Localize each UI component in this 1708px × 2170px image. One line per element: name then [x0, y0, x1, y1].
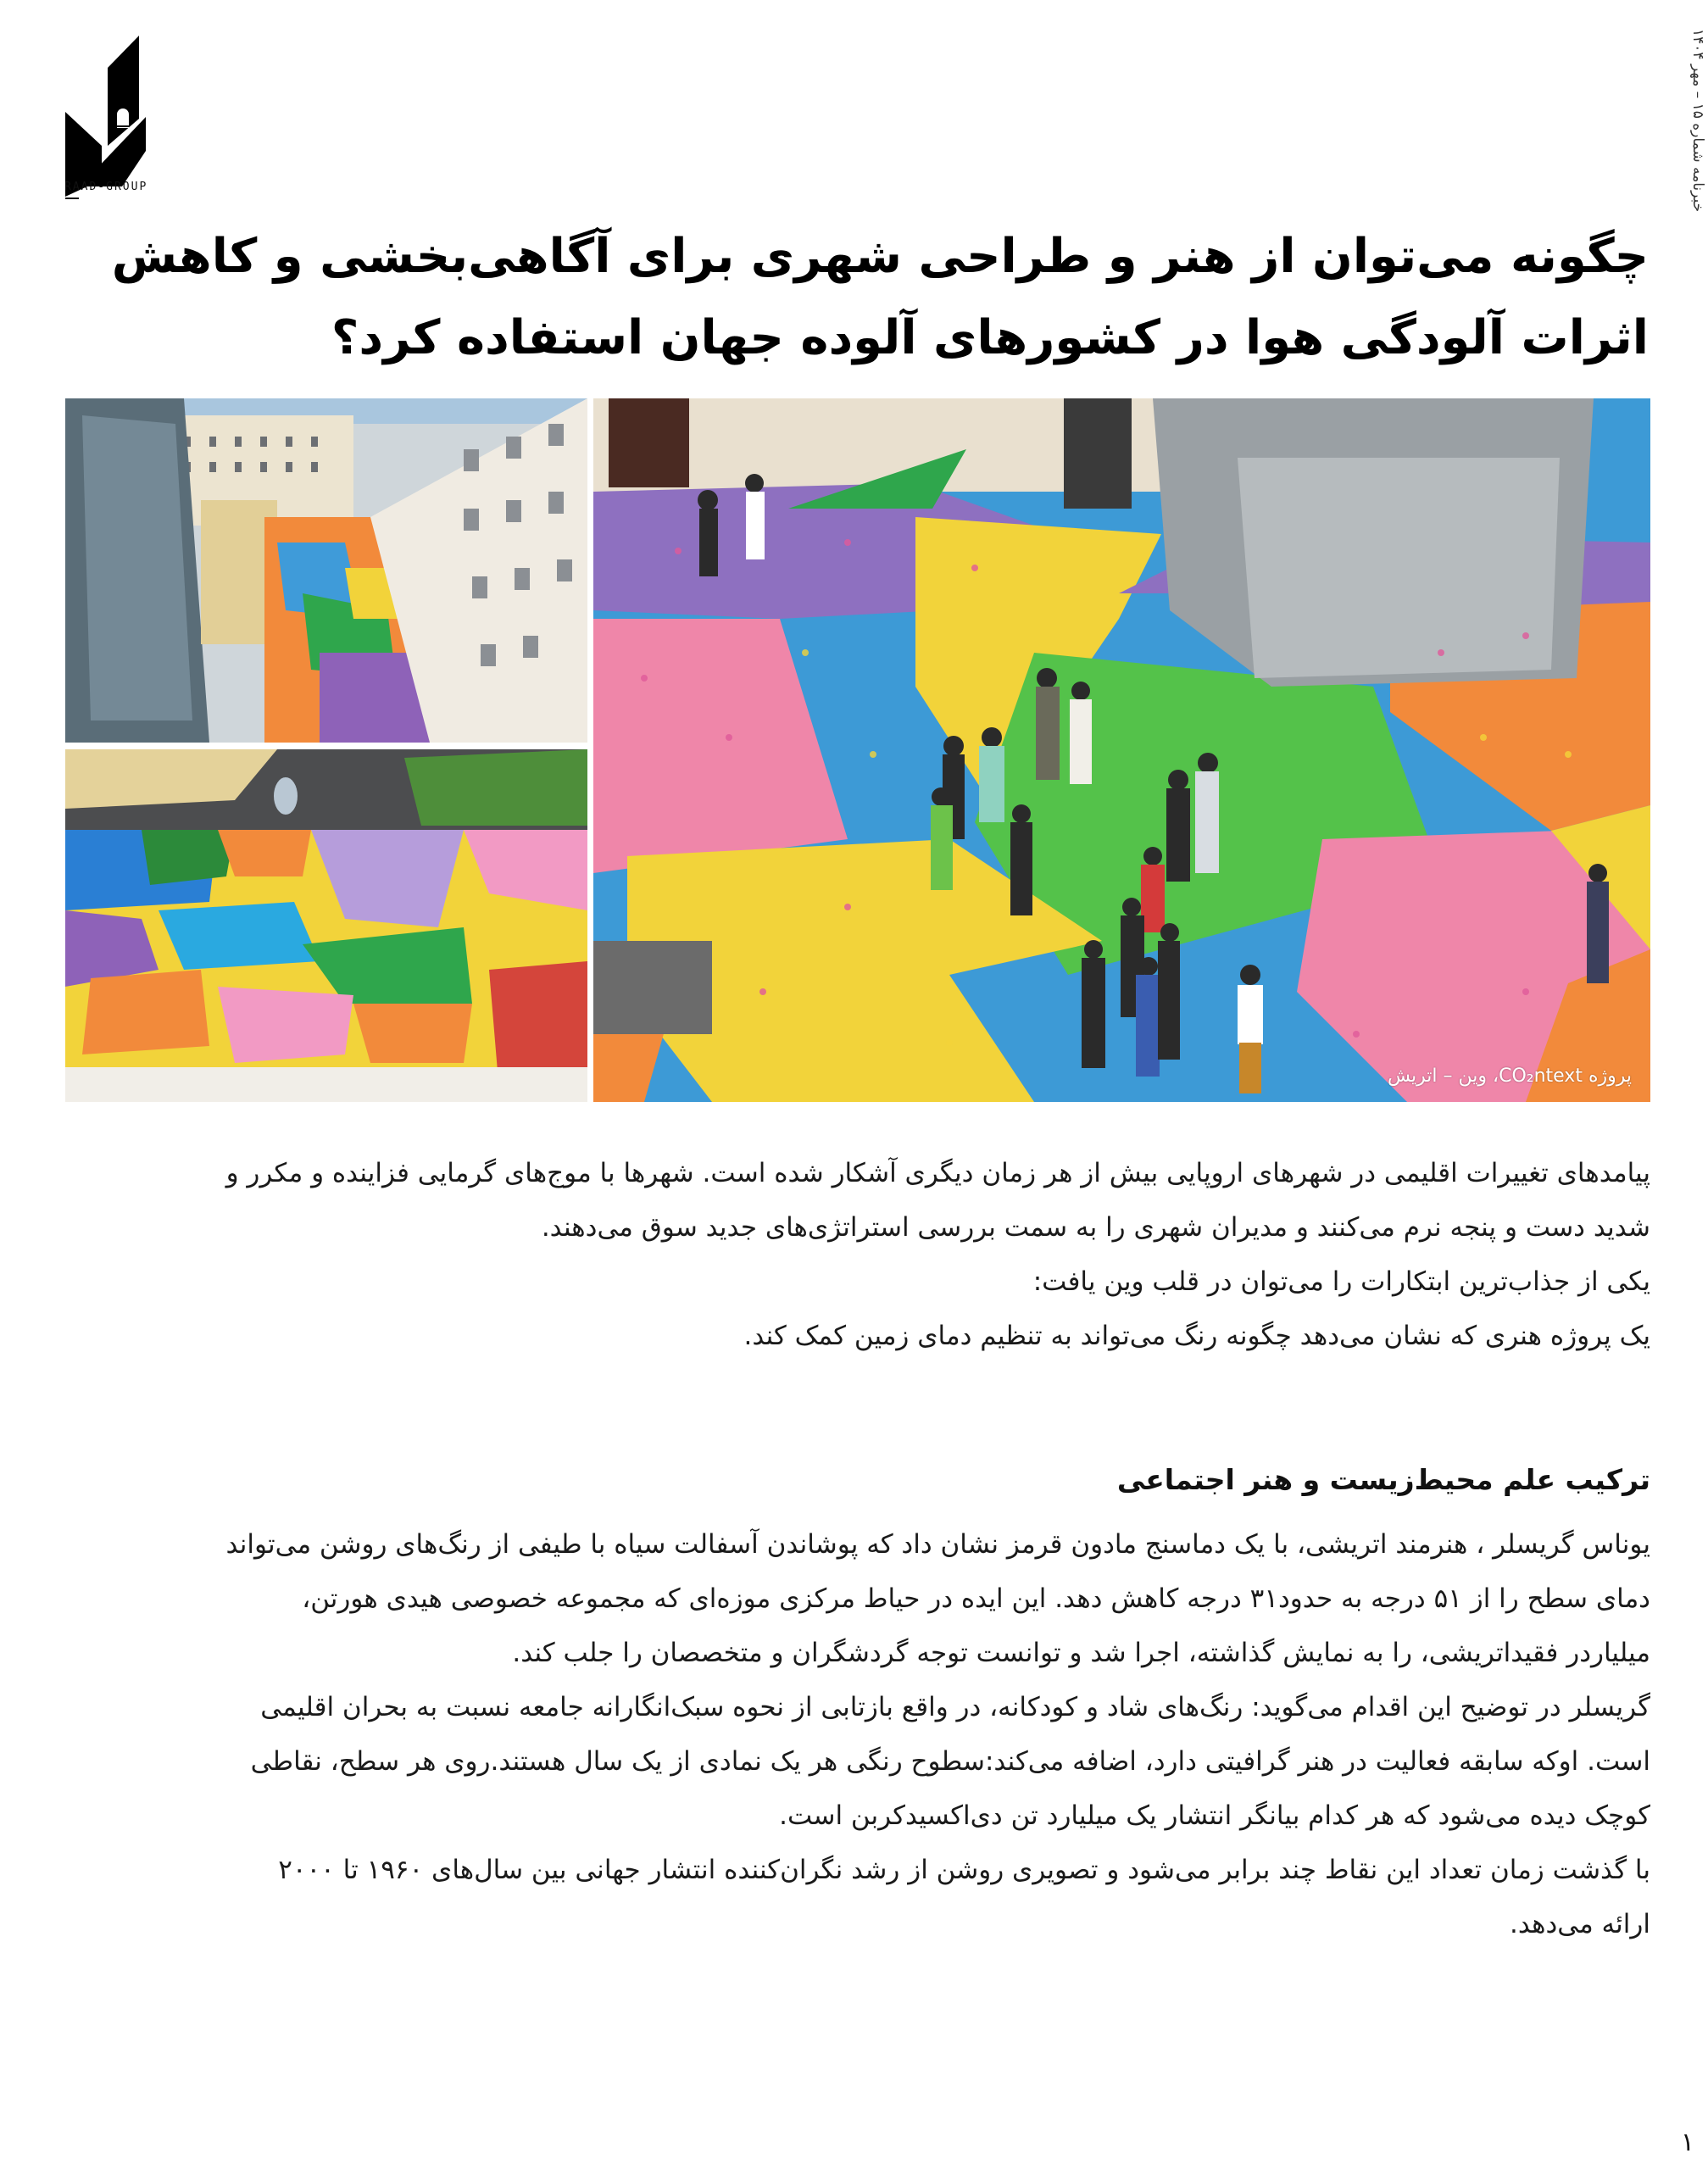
intro-line: پیامدهای تغییرات اقلیمی در شهرهای اروپایی بیش از هر زمان دیگری آشکار شده است. شهرها با موج‌های گرمایی فزاینده و مکرر و [225, 1158, 1650, 1188]
logo-text: RAAD-GROUP [64, 181, 148, 193]
title-line-2: اثرات آلودگی هوا در کشورهای آلوده جهان استفاده کرد؟ [331, 310, 1649, 365]
logo-underline [65, 198, 79, 199]
section-line: کوچک دیده می‌شود که هر کدام بیانگر انتشار یک میلیارد تن دی‌اکسید‌کربن است. [779, 1800, 1650, 1831]
newsletter-issue-note: خبرنامه شماره ۱۵ – مهر ۱۴۰۴ [1689, 28, 1706, 212]
section-line: دمای سطح را از ۵۱ درجه به حدود۳۱ درجه کاهش دهد. این ایده در حیاط مرکزی موزه‌ای که مجموعه خصوصی هیدی هورتن، [302, 1583, 1650, 1614]
page-title [111, 216, 1649, 379]
section-paragraph [99, 1517, 1650, 1951]
intro-paragraph [99, 1146, 1650, 1363]
section-line: است. اوکه سابقه فعالیت در هنر گرافیتی دارد، اضافه می‌کند:سطوح رنگی هر یک نمادی از یک سال هستند.روی هر سطح، نقاطی [250, 1746, 1650, 1777]
title-line-1: چگونه می‌توان از هنر و طراحی شهری برای آگاهی‌بخشی و کاهش [111, 229, 1649, 284]
section-line: ارائه می‌دهد. [1509, 1909, 1650, 1939]
courtyard-topdown-image-icon [65, 749, 587, 1102]
photo-caption: پروژه CO₂ntext، وین – اتریش [1387, 1066, 1632, 1087]
section-line: یوناس گریسلر ، هنرمند اتریشی، با یک دماسنج مادون قرمز نشان داد که پوشاندن آسفالت سیاه با طیفی از رنگ‌های روشن می‌تواند [225, 1529, 1650, 1560]
section-line: با گذشت زمان تعداد این نقاط چند برابر می‌شود و تصویری روشن از رشد نگران‌کننده انتشار جهانی بین سال‌های ۱۹۶۰ تا ۲۰۰۰ [278, 1855, 1650, 1885]
page-number: ۱ [1680, 2128, 1694, 2157]
photo-courtyard-topdown [65, 749, 587, 1102]
raad-group-logo-icon [63, 17, 156, 203]
intro-line: شدید دست و پنجه نرم می‌کنند و مدیران شهری را به سمت بررسی استراتژی‌های جدید سوق می‌دهند. [541, 1212, 1650, 1243]
photo-courtyard-aerial [65, 398, 587, 743]
section-line: گریسلر در توضیح این اقدام می‌گوید: رنگ‌های شاد و کودکانه، در واقع بازتابی از نحوه سبک‌انگارانه جامعه نسبت به بحران اقلیمی [260, 1692, 1650, 1722]
intro-line: یک پروژه هنری که نشان می‌دهد چگونه رنگ می‌تواند به تنظیم دمای زمین کمک کند. [743, 1321, 1650, 1351]
main-photo-image-icon [593, 398, 1650, 1102]
courtyard-aerial-image-icon [65, 398, 587, 743]
section-heading: ترکیب علم محیط‌زیست و هنر اجتماعی [1116, 1463, 1650, 1496]
section-line: میلیاردر فقیداتریشی، را به نمایش گذاشته، اجرا شد و توانست توجه گردشگران و متخصصان را جلب کند. [512, 1638, 1650, 1668]
intro-line: یکی از جذاب‌ترین ابتکارات را می‌توان در قلب وین یافت: [1032, 1266, 1650, 1297]
photo-main-people-on-colorful-pavement [593, 398, 1650, 1102]
